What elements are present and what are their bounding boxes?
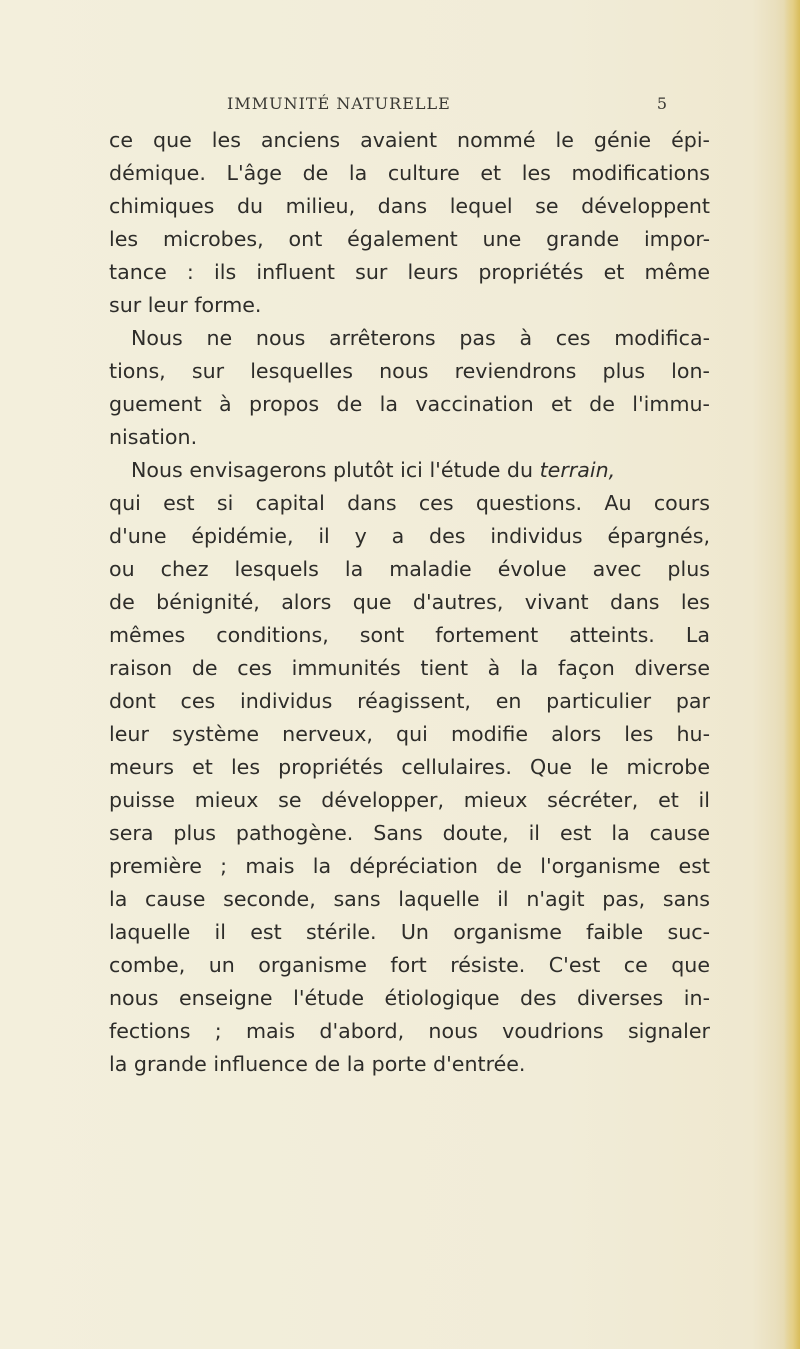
page-edge-stain: [784, 0, 800, 1349]
text-line: sera plus pathogène. Sans doute, il est la cause: [109, 821, 710, 845]
text-line: qui est si capital dans ces questions. Au cours: [109, 491, 710, 515]
text-line: nous enseigne l'étude étiologique des diverses in-: [109, 986, 710, 1010]
text-line: première ; mais la dépréciation de l'organisme est: [109, 854, 710, 878]
text-line: chimiques du milieu, dans lequel se développent: [109, 194, 710, 218]
text-line: combe, un organisme fort résiste. C'est ce que: [109, 953, 710, 977]
text-line: tance : ils influent sur leurs propriétés et même: [109, 260, 710, 284]
text-line: Nous ne nous arrêterons pas à ces modifica-: [131, 326, 710, 350]
text-line: la grande influence de la porte d'entrée.: [109, 1052, 526, 1076]
text-line: nisation.: [109, 425, 198, 449]
text-line: ce que les anciens avaient nommé le génie épi-: [109, 128, 710, 152]
text-line: fections ; mais d'abord, nous voudrions signaler: [109, 1019, 710, 1043]
running-title: IMMUNITÉ NATURELLE: [227, 94, 451, 113]
text-segment: Nous envisagerons plutôt ici l'étude du: [131, 458, 534, 482]
running-head: [227, 94, 667, 118]
text-line: sur leur forme.: [109, 293, 262, 317]
text-line: meurs et les propriétés cellulaires. Que le microbe: [109, 755, 710, 779]
text-line: dont ces individus réagissent, en particulier par: [109, 689, 710, 713]
text-line: les microbes, ont également une grande impor-: [109, 227, 710, 251]
text-line: démique. L'âge de la culture et les modifications: [109, 161, 710, 185]
text-line: tions, sur lesquelles nous reviendrons plus lon-: [109, 359, 710, 383]
text-line: raison de ces immunités tient à la façon diverse: [109, 656, 710, 680]
text-line: ou chez lesquels la maladie évolue avec plus: [109, 557, 710, 581]
text-line: mêmes conditions, sont fortement atteints. La: [109, 623, 710, 647]
text-line: guement à propos de la vaccination et de l'immu-: [109, 392, 710, 416]
text-line: puisse mieux se développer, mieux sécréter, et il: [109, 788, 710, 812]
text-line: d'une épidémie, il y a des individus épargnés,: [109, 524, 710, 548]
text-line: de bénignité, alors que d'autres, vivant dans les: [109, 590, 710, 614]
italic-term: terrain,: [539, 458, 616, 482]
text-line: leur système nerveux, qui modifie alors les hu-: [109, 722, 710, 746]
text-line: [131, 457, 710, 483]
text-line: laquelle il est stérile. Un organisme faible suc-: [109, 920, 710, 944]
text-line: la cause seconde, sans laquelle il n'agit pas, sans: [109, 887, 710, 911]
page-number: 5: [656, 94, 667, 113]
